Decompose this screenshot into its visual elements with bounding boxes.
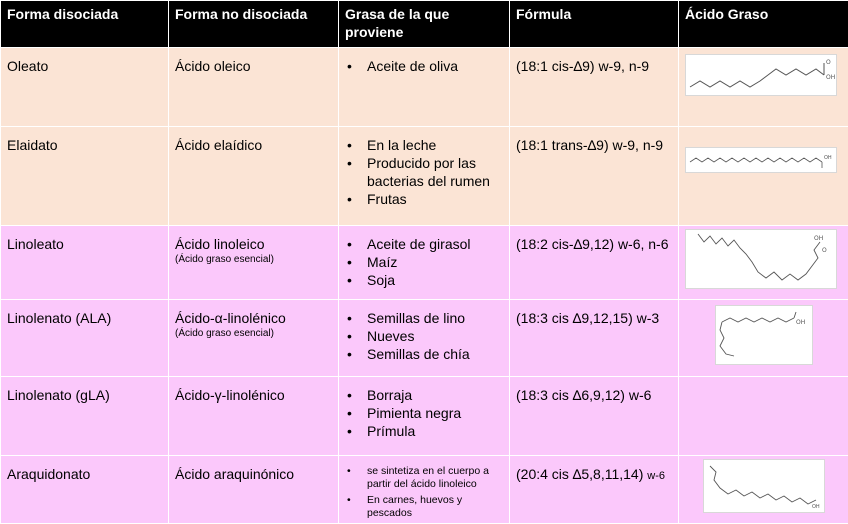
cell-disociada: Linoleato — [1, 226, 169, 300]
cell-formula: (18:1 cis-∆9) w-9, n-9 — [510, 48, 679, 127]
list-item: • Maíz — [345, 253, 503, 271]
cell-structure — [679, 226, 848, 300]
fuentes-list — [345, 309, 503, 363]
arachidonic-acid-structure-icon — [703, 459, 825, 513]
list-item: • Aceite de oliva — [345, 57, 503, 75]
table-row — [1, 127, 848, 226]
list-item: • se sintetiza en el cuerpo a partir del ácido linoleico — [345, 465, 503, 491]
cell-no-disociada — [169, 226, 339, 300]
cell-fuentes — [339, 377, 510, 456]
list-item: • Prímula — [345, 422, 503, 440]
svg-text:O: O — [826, 59, 831, 66]
acid-name: Ácido-α-linolénico — [175, 310, 286, 326]
table-header-row — [1, 1, 848, 48]
list-item: • Nueves — [345, 327, 503, 345]
list-item: • Semillas de lino — [345, 309, 503, 327]
cell-formula: (18:2 cis-∆9,12) w-6, n-6 — [510, 226, 679, 300]
cell-fuentes — [339, 127, 510, 226]
table-row — [1, 226, 848, 300]
fuentes-list — [345, 465, 503, 520]
list-item: • Soja — [345, 271, 503, 289]
acid-name: Ácido linoleico — [175, 236, 265, 252]
cell-formula: (18:3 cis ∆9,12,15) w-3 — [510, 300, 679, 377]
cell-no-disociada: Ácido oleico — [169, 48, 339, 127]
cell-structure-empty — [679, 377, 848, 456]
list-item: • Frutas — [345, 190, 503, 208]
alpha-linolenic-acid-structure-icon — [715, 305, 813, 365]
list-item: • Semillas de chía — [345, 345, 503, 363]
list-item: • Borraja — [345, 386, 503, 404]
cell-structure — [679, 300, 848, 377]
svg-text:OH: OH — [826, 74, 835, 81]
header-forma-disociada: Forma disociada — [1, 1, 169, 48]
table-row — [1, 377, 848, 456]
cell-formula: (18:1 trans-∆9) w-9, n-9 — [510, 127, 679, 226]
cell-disociada: Linolenato (ALA) — [1, 300, 169, 377]
formula-suffix: w-6 — [647, 470, 665, 482]
linoleic-acid-structure-icon — [685, 229, 837, 289]
cell-disociada: Araquidonato — [1, 456, 169, 524]
svg-text:OH: OH — [824, 155, 832, 161]
header-forma-no-disociada: Forma no disociada — [169, 1, 339, 48]
essential-note: (Ácido graso esencial) — [175, 253, 332, 266]
cell-fuentes — [339, 48, 510, 127]
cell-structure — [679, 127, 848, 226]
fuentes-list — [345, 386, 503, 440]
cell-no-disociada: Ácido-γ-linolénico — [169, 377, 339, 456]
table-row — [1, 300, 848, 377]
cell-formula: (18:3 cis ∆6,9,12) w-6 — [510, 377, 679, 456]
header-acido-graso: Ácido Graso — [679, 1, 848, 48]
cell-formula — [510, 456, 679, 524]
cell-structure — [679, 48, 848, 127]
fuentes-list — [345, 57, 503, 75]
cell-structure — [679, 456, 848, 524]
cell-disociada: Oleato — [1, 48, 169, 127]
elaidic-acid-structure-icon — [685, 147, 837, 173]
list-item: • En carnes, huevos y pescados — [345, 494, 503, 520]
essential-note: (Ácido graso esencial) — [175, 327, 332, 340]
cell-no-disociada: Ácido araquinónico — [169, 456, 339, 524]
header-grasa: Grasa de la que proviene — [339, 1, 510, 48]
fuentes-list — [345, 235, 503, 289]
cell-no-disociada — [169, 300, 339, 377]
svg-text:OH: OH — [812, 504, 820, 510]
fuentes-list — [345, 136, 503, 208]
cell-fuentes — [339, 456, 510, 524]
cell-no-disociada: Ácido elaídico — [169, 127, 339, 226]
header-formula: Fórmula — [510, 1, 679, 48]
cell-fuentes — [339, 300, 510, 377]
cell-disociada: Elaidato — [1, 127, 169, 226]
svg-text:OH: OH — [796, 319, 805, 326]
list-item: • Producido por las bacterias del rumen — [345, 154, 503, 190]
formula-text: (20:4 cis ∆5,8,11,14) — [516, 466, 643, 482]
list-item: • Pimienta negra — [345, 404, 503, 422]
table-row — [1, 48, 848, 127]
table-row — [1, 456, 848, 524]
list-item: • En la leche — [345, 136, 503, 154]
oleic-acid-structure-icon — [685, 54, 837, 96]
cell-disociada: Linolenato (gLA) — [1, 377, 169, 456]
cell-fuentes — [339, 226, 510, 300]
list-item: • Aceite de girasol — [345, 235, 503, 253]
svg-text:O: O — [822, 247, 827, 254]
svg-text:OH: OH — [814, 235, 823, 242]
